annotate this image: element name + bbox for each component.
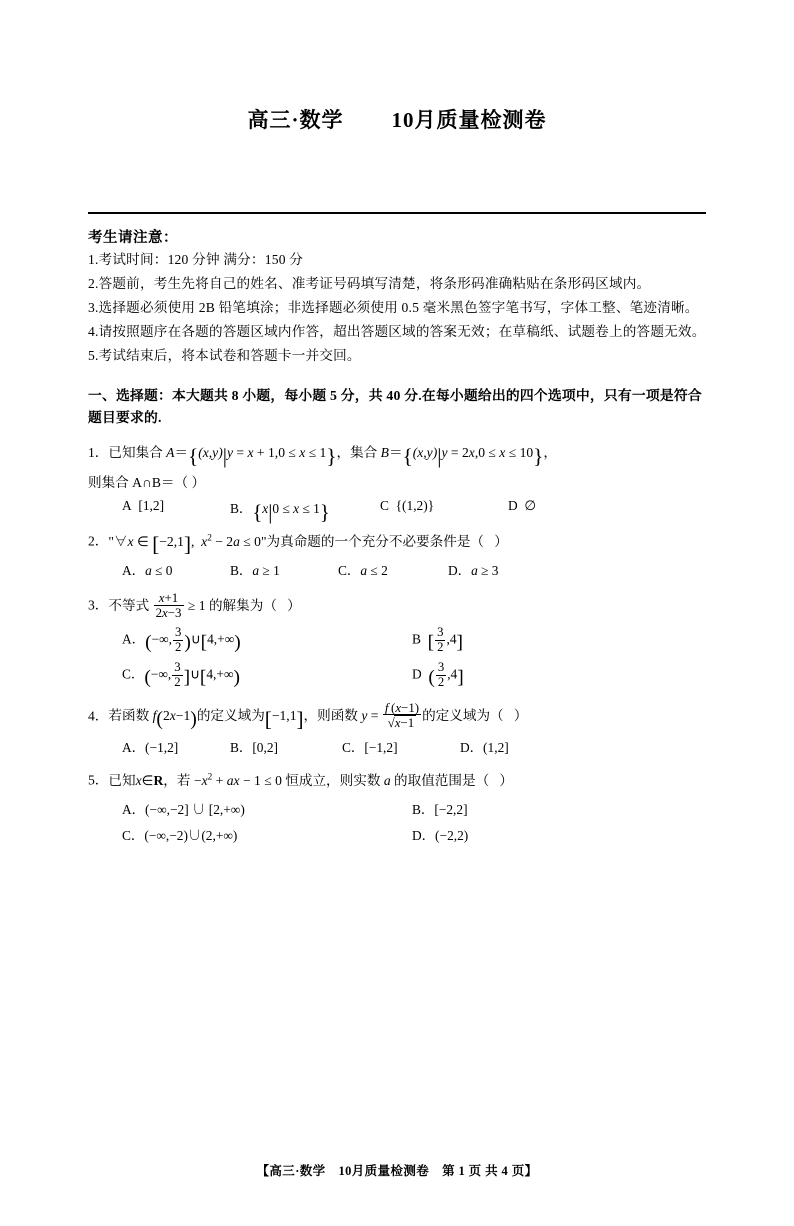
question-5-stem: 已知x∈R，若 $-x^2$ + ax − 1 ≤ 0 恒成立，则实数 a 的取值范围是（ ） [108, 770, 513, 788]
exam-page [0, 104, 794, 1226]
question-5-options-row2 [88, 825, 706, 844]
notice-line-2: 2.答题前，考生先将自己的姓名、准考证号码填写清楚，将条形码准确粘贴在条形码区域内。 [88, 276, 651, 292]
notice-heading: 考生请注意： [88, 230, 178, 246]
question-3-number: 3． [88, 597, 109, 613]
option-4-B: B．[0,2] [230, 739, 278, 755]
page-title [88, 104, 706, 134]
option-1-D: D ∅ [508, 497, 537, 513]
option-4-D: D．(1,2] [460, 739, 509, 755]
question-5 [88, 768, 706, 792]
option-2-B: B．a ≥ 1 [230, 563, 280, 579]
question-1-number: 1． [88, 445, 109, 461]
option-5-A: A．(−∞,−2] ∪ [2,+∞) [122, 802, 245, 818]
notice-line-1: 1.考试时间：120 分钟 满分：150 分 [88, 252, 304, 267]
question-3 [88, 591, 706, 619]
section-heading: 一、选择题：本大题共 8 小题，每小题 5 分，共 40 分.在每小题给出的四个选项中，只有一项是符合题目要求的. [88, 388, 702, 426]
option-3-A: A．(−∞, $\frac{3}{2}$ )∪[4,+∞) [122, 625, 241, 654]
option-5-B: B．[−2,2] [412, 802, 468, 818]
question-1 [88, 441, 706, 469]
question-5-number: 5． [88, 772, 109, 788]
page-title-exam: 10月质量检测卷 [391, 108, 547, 132]
notice-line-4: 4.请按照题序在各题的答题区域内作答，超出答题区域的答案无效；在草稿纸、试题卷上的答题无效。 [88, 324, 706, 340]
page-title-subject: 高三·数学 [247, 108, 344, 132]
question-1-options [88, 497, 706, 524]
question-3-options-row1 [88, 626, 706, 654]
question-5-options-row1 [88, 799, 706, 818]
option-2-D: D．a ≥ 3 [448, 563, 499, 579]
page-footer-text: 【高三·数学 10月质量检测卷 第 1 页 共 4 页】 [256, 1164, 538, 1178]
option-3-B: B [ $\frac{3}{2}$ ,4] [412, 625, 463, 654]
notice-line-3: 3.选择题必须使用 2B 铅笔填涂；非选择题必须使用 0.5 毫米黑色签字笔书写，字体工整、笔迹清晰。 [88, 300, 699, 316]
option-2-A: A．a ≤ 0 [122, 563, 173, 579]
title-divider [88, 212, 706, 214]
option-5-D: D．(−2,2) [412, 828, 469, 844]
question-1-stem: 已知集合 A＝{(x,y)|y = x + 1,0 ≤ x ≤ 1}，集合 B＝{(x,y)|y = 2x,0 ≤ x ≤ 10}， [108, 444, 557, 469]
page-footer [0, 1160, 794, 1180]
question-4-stem: 若函数 f(2x−1)的定义域为[−1,1]，则函数 y = $\frac{f (x-1)}{√x-1}$ 的定义域为（ ） [108, 699, 528, 732]
notice-line-5: 5.考试结束后，将本试卷和答题卡一并交回。 [88, 348, 361, 364]
question-4 [88, 701, 706, 730]
question-2-stem: "∀x ∈ [−2,1], $x^2 - 2a \le 0$"为真命题的一个充分不必要条件是（ ） [108, 531, 508, 557]
option-1-B: B．{x|0 ≤ x ≤ 1} [230, 500, 330, 524]
option-4-C: C．[−1,2] [342, 739, 398, 755]
question-4-options [88, 737, 706, 756]
question-2-options [88, 560, 706, 579]
option-1-A: A [1,2] [122, 497, 165, 513]
option-5-C: C．(−∞,−2)∪(2,+∞) [122, 828, 238, 844]
option-3-D: D ( $\frac{3}{2}$ ,4] [412, 660, 464, 689]
option-4-A: A．(−1,2] [122, 739, 179, 755]
question-3-options-row2 [88, 661, 706, 689]
option-2-C: C．a ≤ 2 [338, 563, 388, 579]
question-2 [88, 529, 706, 557]
question-4-number: 4． [88, 708, 109, 724]
option-1-C: C {(1,2)} [380, 497, 435, 513]
question-2-number: 2． [88, 533, 109, 549]
question-1-line2: 则集合 A∩B＝（ ） [88, 474, 206, 490]
option-3-C: C．(−∞, $\frac{3}{2}$ ]∪[4,+∞) [122, 660, 240, 689]
question-3-stem: 不等式 $\frac{x+1}{2x-3}$ ≥ 1 的解集为（ ） [108, 590, 301, 620]
